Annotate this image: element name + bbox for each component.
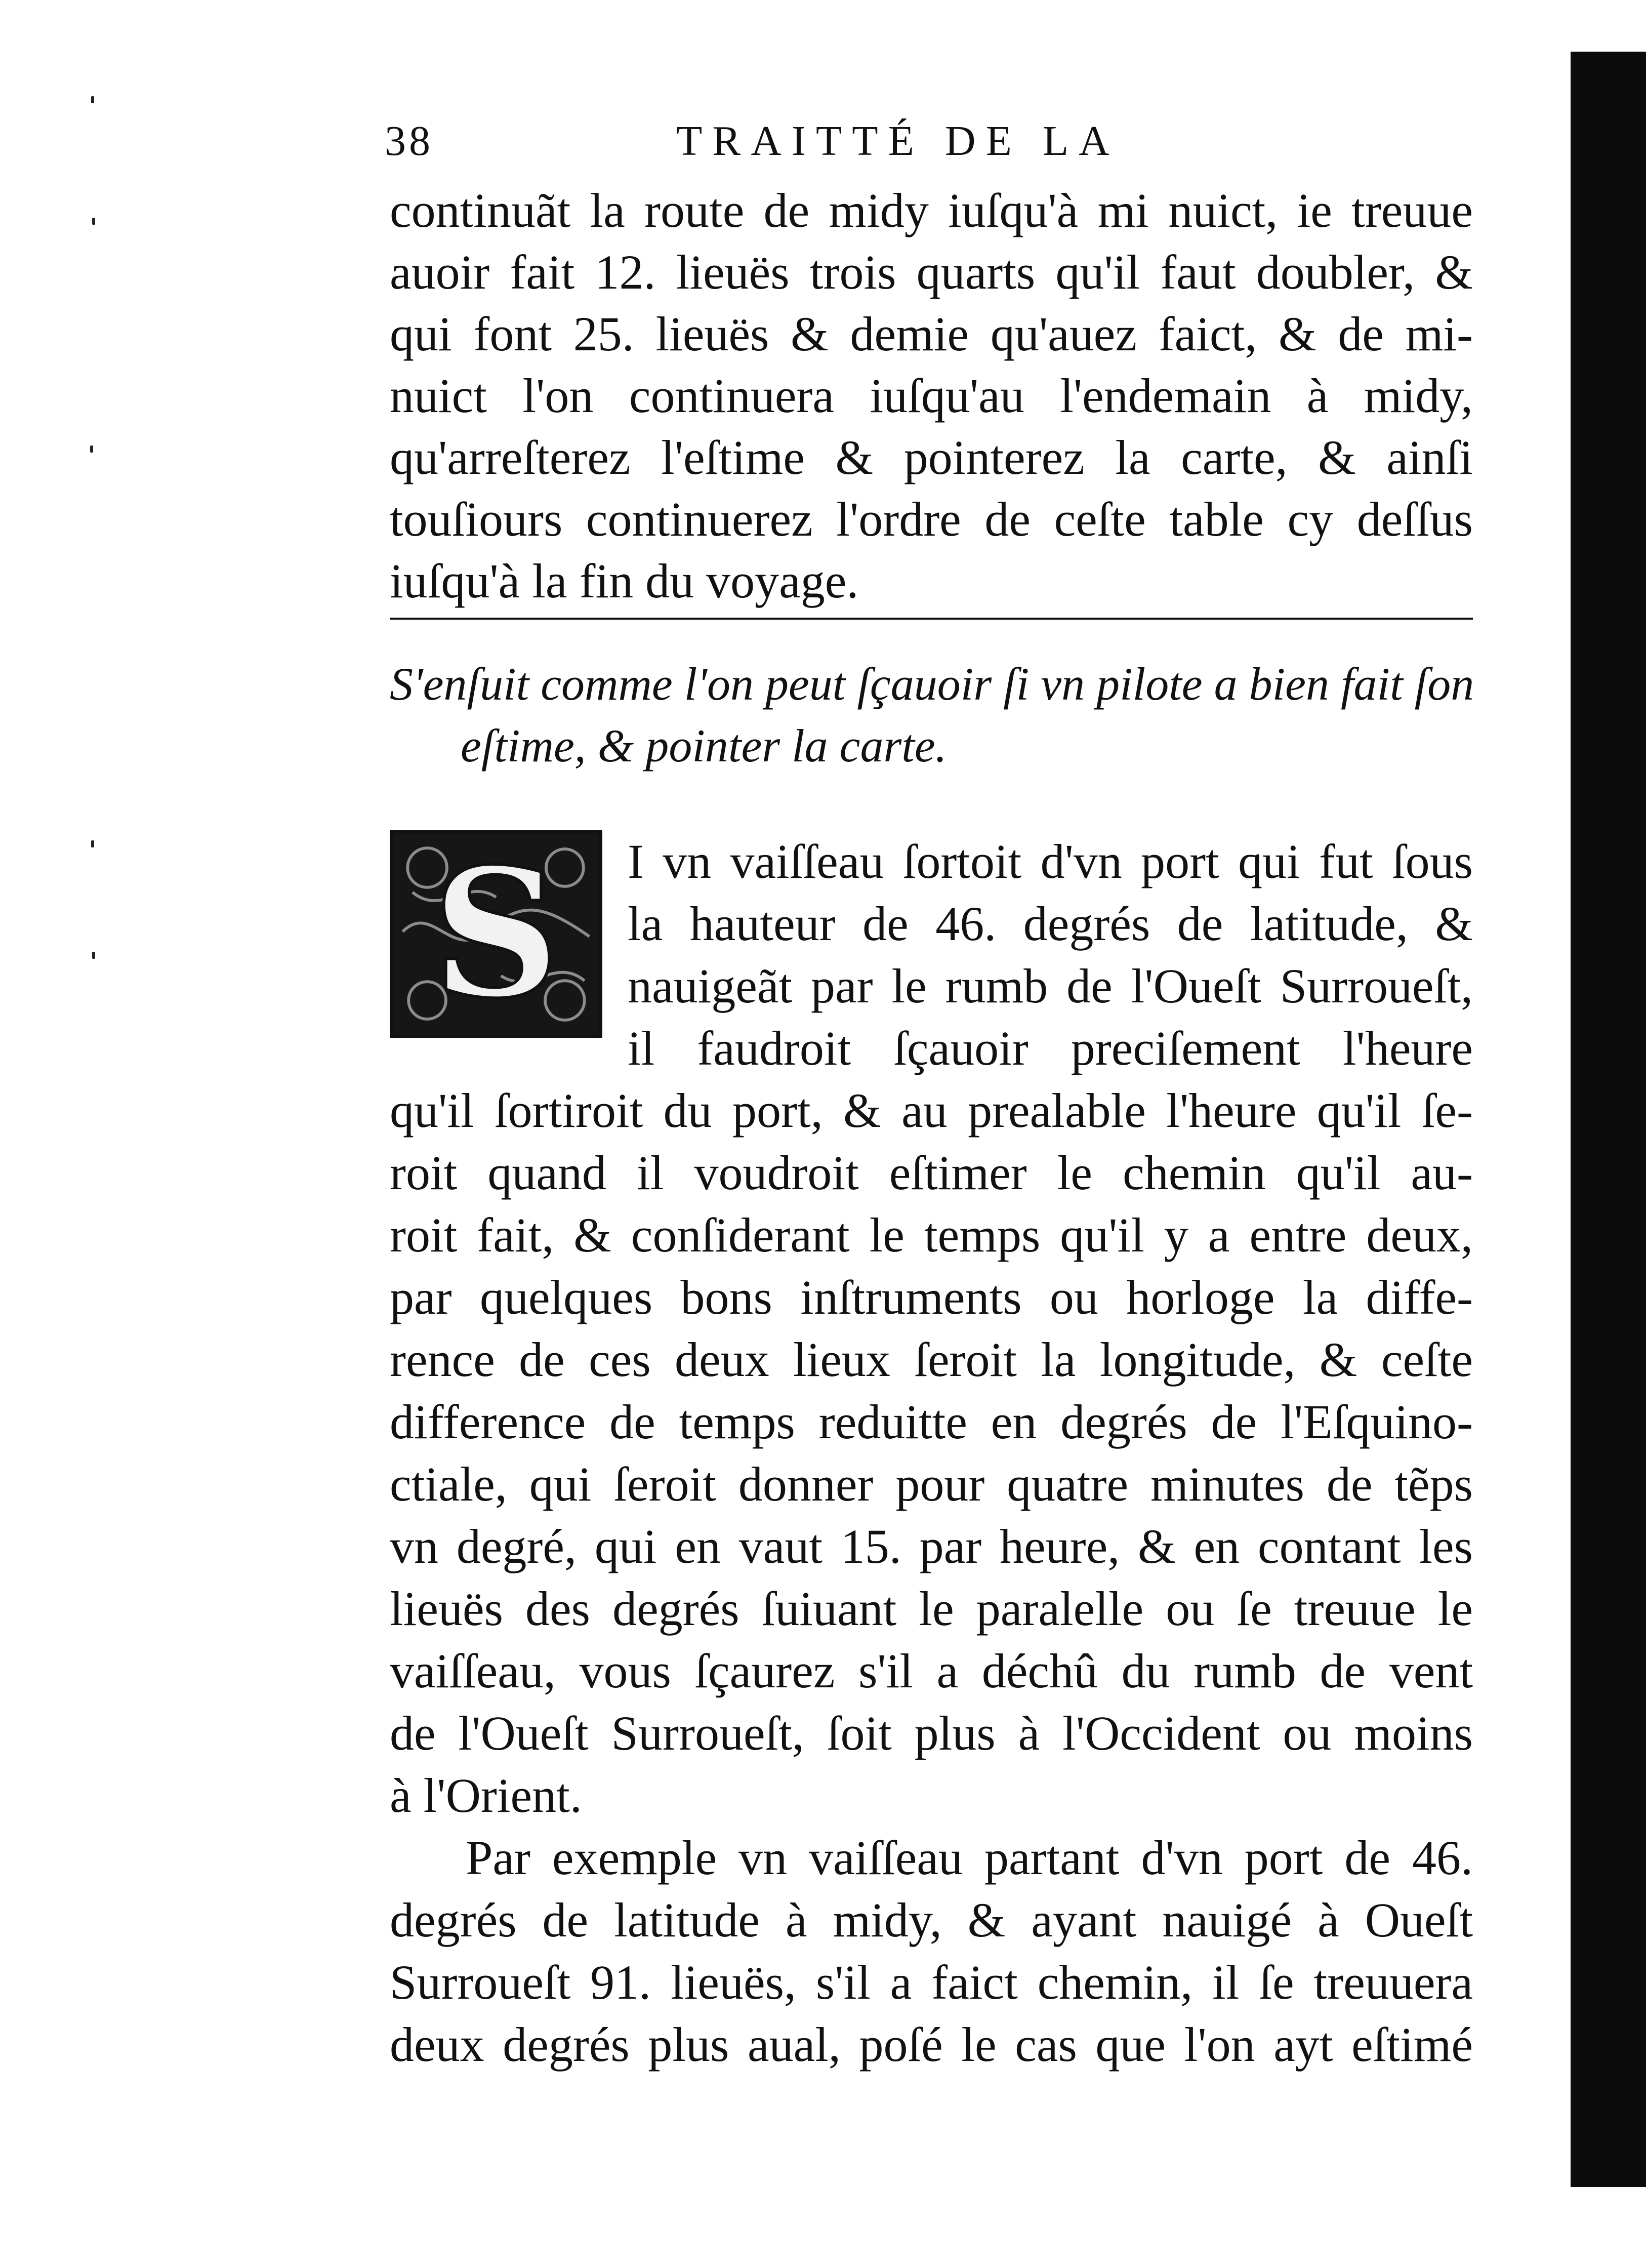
text-line: roit quand il voudroit eſtimer le chemin qu'il au- xyxy=(390,1146,1473,1200)
text-line: qui font 25. lieuës & demie qu'auez faict, & de mi- xyxy=(390,307,1473,361)
text-line: nauigeãt par le rumb de l'Oueſt Surroueſt, xyxy=(628,959,1473,1013)
text-line: deux degrés plus aual, poſé le cas que l'on ayt eſtimé xyxy=(390,2017,1473,2072)
text-line: il faudroit ſçauoir preciſement l'heure xyxy=(628,1021,1473,1075)
text-line: ctiale, qui ſeroit donner pour quatre minutes de tẽps xyxy=(390,1457,1473,1511)
heading-line: eſtime, & pointer la carte. xyxy=(461,720,947,772)
page-number: 38 xyxy=(385,117,433,165)
text-line: nuict l'on continuera iuſqu'au l'endemain à midy, xyxy=(390,369,1473,423)
text-line: continuãt la route de midy iuſqu'à mi nuict, ie treuue xyxy=(390,183,1473,237)
text-line: vaiſſeau, vous ſçaurez s'il a déchû du rumb de vent xyxy=(390,1644,1473,1698)
text-line: à l'Orient. xyxy=(390,1768,582,1822)
text-line: roit fait, & conſiderant le temps qu'il y a entre deux, xyxy=(390,1208,1473,1262)
margin-mark xyxy=(91,840,94,847)
text-line: qu'il ſortiroit du port, & au prealable l'heure qu'il ſe- xyxy=(390,1083,1473,1138)
text-line: I vn vaiſſeau ſortoit d'vn port qui fut ſous xyxy=(628,834,1473,888)
section-heading xyxy=(390,653,1473,777)
text-line: la hauteur de 46. degrés de latitude, & xyxy=(628,897,1473,951)
text-line: par quelques bons inſtruments ou horloge la diffe- xyxy=(390,1270,1473,1324)
text-line: lieuës des degrés ſuiuant le paralelle ou ſe treuue le xyxy=(390,1582,1473,1636)
section-divider xyxy=(390,618,1473,620)
text-line: Surroueſt 91. lieuës, s'il a faict chemin, il ſe treuuera xyxy=(390,1955,1473,2009)
top-paragraph xyxy=(390,180,1473,612)
running-title: TRAITTÉ DE LA xyxy=(676,117,1120,165)
text-line: auoir fait 12. lieuës trois quarts qu'il faut doubler, & xyxy=(390,245,1473,299)
margin-mark xyxy=(90,446,93,453)
text-line: degrés de latitude à midy, & ayant nauigé à Oueſt xyxy=(390,1893,1473,1947)
drop-cap-letter: S xyxy=(432,833,560,1035)
heading-line: S'enſuit comme l'on peut ſçauoir ſi vn pilote a bien fait ſon xyxy=(390,658,1474,710)
margin-mark xyxy=(92,218,95,225)
margin-mark xyxy=(92,952,95,959)
page-header xyxy=(385,116,1245,167)
text-line: difference de temps reduitte en degrés de l'Eſquino- xyxy=(390,1395,1473,1449)
text-line: iuſqu'à la fin du voyage. xyxy=(390,554,859,608)
page-edge-shadow xyxy=(1571,52,1646,2187)
text-line: de l'Oueſt Surroueſt, ſoit plus à l'Occident ou moins xyxy=(390,1706,1473,1760)
text-line: Par exemple vn vaiſſeau partant d'vn port de 46. xyxy=(466,1831,1473,1885)
body-paragraph xyxy=(390,830,1473,2076)
text-line: vn degré, qui en vaut 15. par heure, & en contant les xyxy=(390,1519,1473,1573)
text-line: qu'arreſterez l'eſtime & pointerez la carte, & ainſi xyxy=(390,430,1473,484)
margin-mark xyxy=(91,96,94,103)
text-line: rence de ces deux lieux ſeroit la longitude, & ceſte xyxy=(390,1332,1473,1387)
text-line: touſiours continuerez l'ordre de ceſte table cy deſſus xyxy=(390,492,1473,546)
